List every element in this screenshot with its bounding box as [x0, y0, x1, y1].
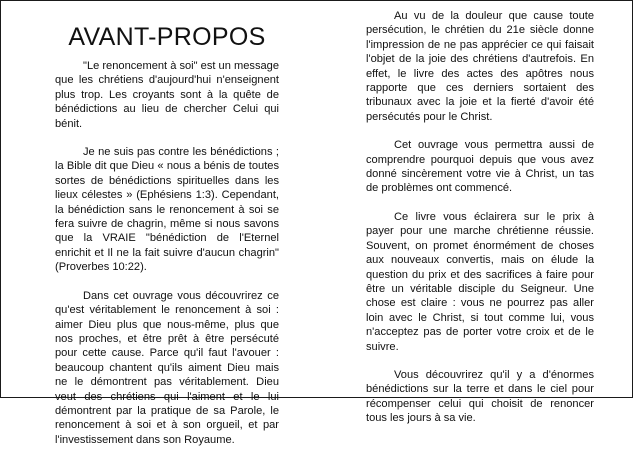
right-paragraph-4: Vous découvrirez qu'il y a d'énormes bénédictions sur la terre et dans le ciel pour récompenser celui qui choisit de renoncer tous les jours à sa vie. — [366, 368, 594, 425]
left-paragraph-1: "Le renoncement à soi" est un message que les chrétiens d'aujourd'hui n'enseignent plus trop. Les croyants sont à la quête de bénédictions au lieu de chercher Celui qui bénit. — [55, 60, 279, 130]
page-title: AVANT-PROPOS — [68, 23, 266, 51]
left-paragraph-2: Je ne suis pas contre les bénédictions ; la Bible dit que Dieu « nous a bénis de toutes sortes de bénédictions spirituelles dans les lieux célestes » (Ephésiens 1:3). Cependant, la bénédiction sans le renoncement à soi se fera suivre de chagrin, même si nous savons que la VRAIE "bénédiction de l'Eternel enrichit et Il ne la fait suivre d'aucun chagrin" (Proverbes 10:22). — [55, 146, 279, 274]
right-paragraph-1: Au vu de la douleur que cause toute persécution, le chrétien du 21e siècle donne l'impression de ne pas apprécier ce qui faisait l'objet de la joie des chrétiens d'autrefois. En effet, le livre des actes des apôtres nous rapporte que ces derniers sortaient des tribunaux avec la joie et la fierté d'avoir été persécutés pour le Christ. — [366, 10, 594, 123]
left-column — [55, 1, 279, 461]
right-paragraph-3: Ce livre vous éclairera sur le prix à payer pour une marche chrétienne réussie. Souvent, on promet énormément de choses aux nouveaux convertis, mais on élude la question du prix et des sacrifices à faire pour être un véritable disciple du Seigneur. Une chose est claire : vous ne pourrez pas aller loin avec le Christ, si tout comme lui, vous n'acceptez pas de porter votre croix et de le suivre. — [366, 210, 594, 353]
left-paragraph-3: Dans cet ouvrage vous découvrirez ce qu'est véritablement le renoncement à soi : aimer Dieu plus que nous-même, plus que nos proches, et être prêt à être persécuté pour cette cause. Parce qu'il faut l'avouer : beaucoup chantent qu'ils aiment Dieu mais ne le démontrent pas véritablement. Dieu veut des chrétiens qui l'aiment et le lui démontrent par la pratique de sa Parole, le renoncement à soi et à son orgueil, et par l'investissement dans son Royaume. — [55, 289, 279, 446]
right-column — [366, 1, 594, 440]
right-paragraph-2: Cet ouvrage vous permettra aussi de comprendre pourquoi depuis que vous avez donné sincèrement votre vie à Christ, un tas de problèmes ont commencé. — [366, 139, 594, 195]
